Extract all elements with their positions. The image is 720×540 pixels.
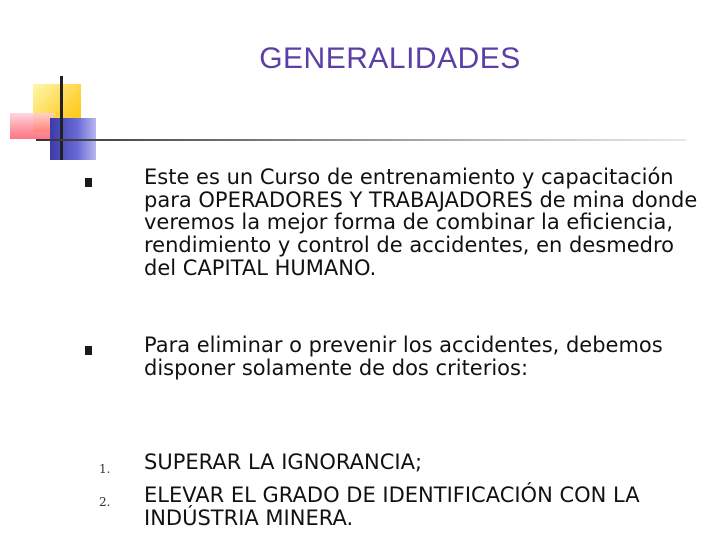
red-square-decoration — [10, 113, 54, 139]
bullet-text: Para eliminar o prevenir los accidentes, debemos disponer solamente de dos criterios: — [144, 333, 663, 380]
vertical-rule — [60, 76, 63, 160]
list-number: 1. — [99, 462, 111, 476]
title-divider — [36, 139, 686, 141]
bullet-text: Este es un Curso de entrenamiento y capacitación para OPERADORES Y TRABAJADORES de mina donde veremos la mejor forma de combinar la eficiencia, rendimiento y control de accidentes, en desmedro del CAPITAL HUMANO. — [144, 165, 698, 280]
numbered-item-text: ELEVAR EL GRADO DE IDENTIFICACIÓN CON LA INDÚSTRIA MINERA. — [144, 483, 640, 530]
list-number: 2. — [99, 495, 111, 509]
bullet-marker-icon — [85, 178, 92, 187]
numbered-item-text: SUPERAR LA IGNORANCIA; — [144, 450, 423, 474]
bullet-marker-icon — [85, 346, 92, 355]
slide-title: GENERALIDADES — [259, 42, 521, 75]
